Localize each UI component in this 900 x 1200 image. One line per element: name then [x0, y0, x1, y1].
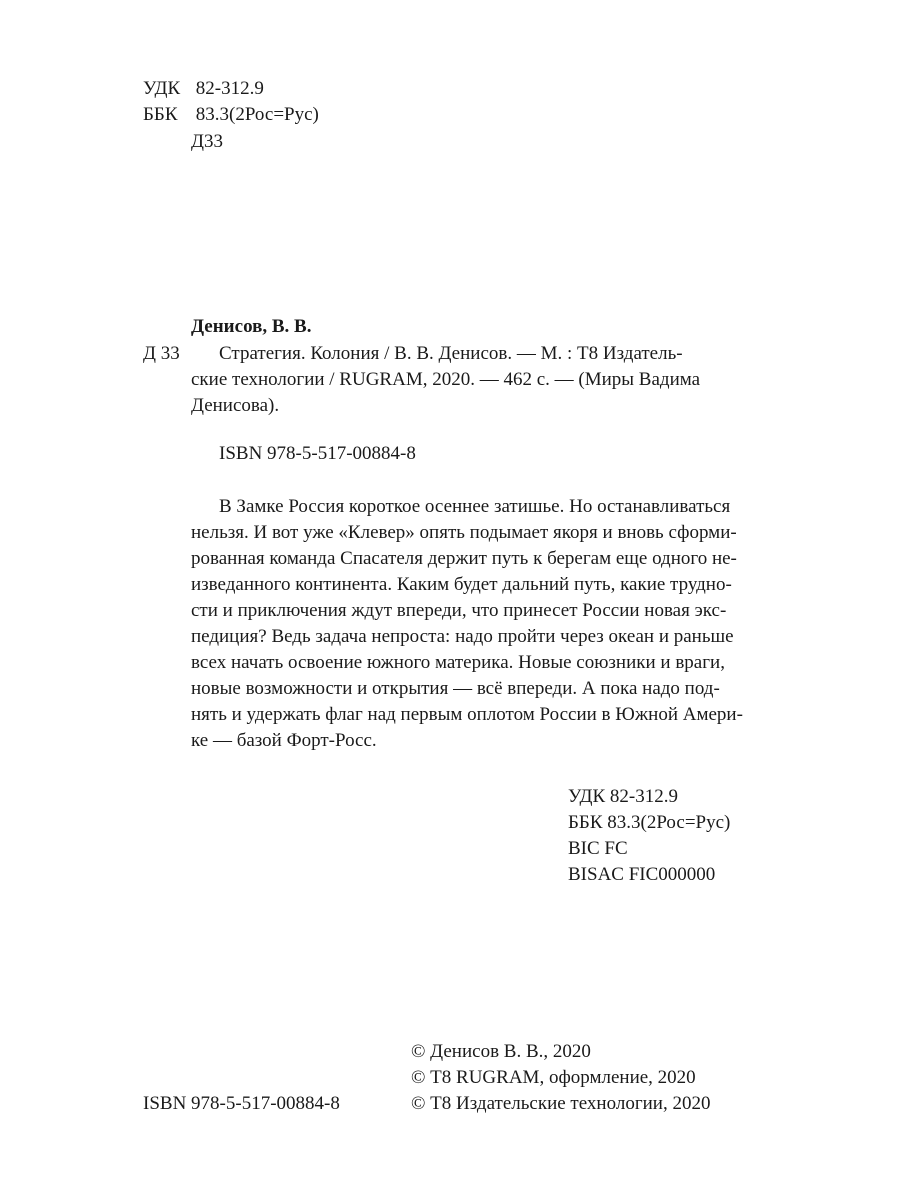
bbk-label: ББК	[143, 104, 178, 125]
catalog-entry-line: Стратегия. Колония / В. В. Денисов. — М. : Т8 Издатель-	[219, 343, 683, 364]
annotation-line: нельзя. И вот уже «Клевер» опять подымает якоря и вновь сформи-	[191, 522, 737, 543]
catalog-entry-line: Денисова).	[191, 395, 280, 416]
footer-isbn: ISBN 978-5-517-00884-8	[143, 1093, 340, 1114]
annotation-line: ке — базой Форт-Росс.	[191, 730, 377, 751]
udk-label: УДК	[143, 78, 181, 99]
annotation-line: нять и удержать флаг над первым оплотом России в Южной Амери-	[191, 704, 743, 725]
udk-line: УДК 82-312.9	[568, 786, 678, 807]
udk-value: 82-312.9	[195, 78, 264, 99]
catalog-isbn: ISBN 978-5-517-00884-8	[219, 443, 416, 464]
annotation-line: педиция? Ведь задача непроста: надо пройти через океан и раньше	[191, 626, 734, 647]
bic-line: BIC FC	[568, 838, 628, 859]
copyright-line: © Т8 Издательские технологии, 2020	[411, 1093, 711, 1114]
bisac-line: BISAC FIC000000	[568, 864, 716, 885]
copyright-line: © Денисов В. В., 2020	[411, 1041, 591, 1062]
annotation-line: новые возможности и открытия — всё впереди. А пока надо под-	[191, 678, 720, 699]
bbk-top	[143, 102, 319, 128]
call-mark: Д 33	[143, 343, 180, 364]
udk-top	[143, 76, 264, 102]
annotation-line: В Замке Россия короткое осеннее затишье. Но останавливаться	[219, 496, 731, 517]
annotation-line: сти и приключения ждут впереди, что принесет России новая экс-	[191, 600, 727, 621]
author-mark: Д33	[191, 131, 223, 152]
annotation-line: всех начать освоение южного материка. Новые союзники и враги,	[191, 652, 725, 673]
annotation-line: изведанного континента. Каким будет дальний путь, какие трудно-	[191, 574, 732, 595]
catalog-entry-line: ские технологии / RUGRAM, 2020. — 462 с. — (Миры Вадима	[191, 369, 701, 390]
catalog-author: Денисов, В. В.	[191, 316, 312, 337]
annotation-line: рованная команда Спасателя держит путь к берегам еще одного не-	[191, 548, 737, 569]
bbk-value: 83.3(2Рос=Рус)	[195, 104, 319, 125]
copyright-line: © Т8 RUGRAM, оформление, 2020	[411, 1067, 696, 1088]
bbk-line: ББК 83.3(2Рос=Рус)	[568, 812, 731, 833]
